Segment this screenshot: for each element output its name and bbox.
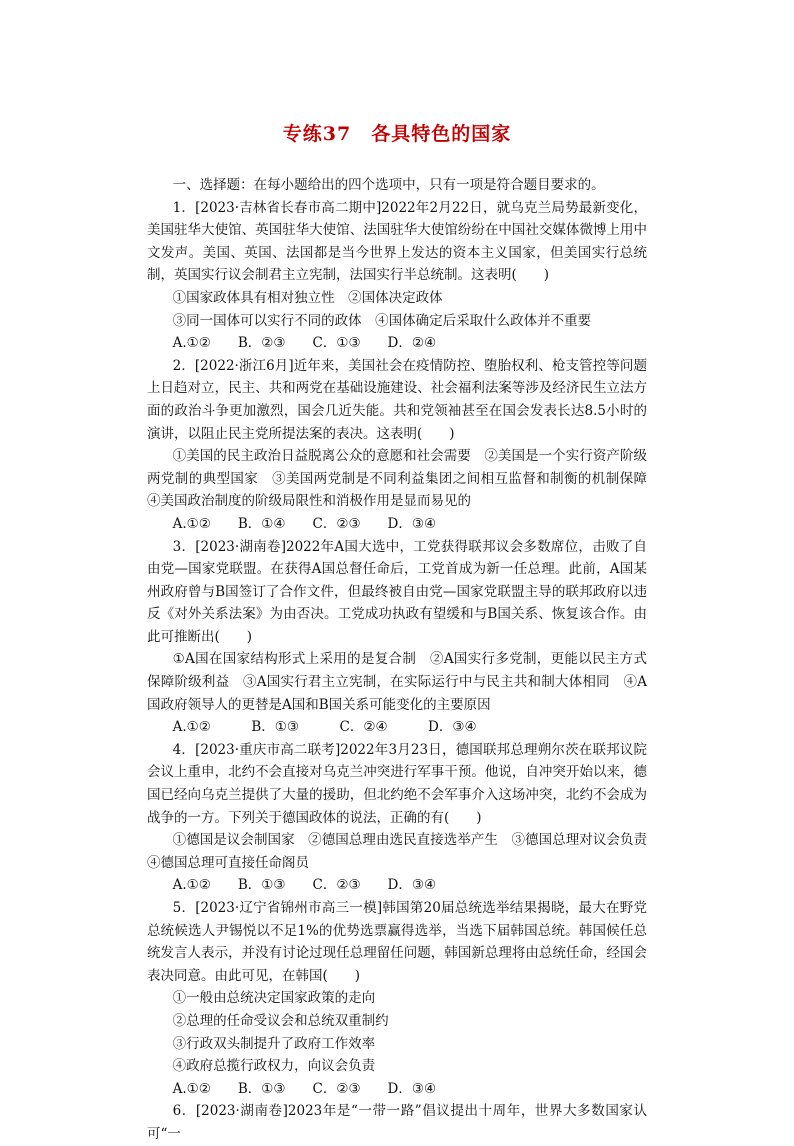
- question-list: [147, 174, 661, 1146]
- question-option: ②总理的任命受议会和总统双重制约: [172, 1012, 389, 1029]
- question-option: ①一般由总统决定国家政策的走向: [172, 990, 376, 1007]
- answer-choices: A.①② B．①③ C．②③ D．③④: [172, 877, 437, 894]
- question-stem: 1．[2023·吉林省长春市高二期中]2022年2月22日，就乌克兰局势最新变化，美国驻华大使馆、英国驻华大使馆、法国驻华大使馆纷纷在中国社交媒体微博上用中文发声。美国、英国、法国都是当今世界上发达的资本主义国家，但美国实行总统制，英国实行议会制君主立宪制，法国实行半总统制。这表明( ): [147, 199, 647, 284]
- question-stem: 3．[2023·湖南卷]2022年A国大选中，工党获得联邦议会多数席位，击败了自由党—国家党联盟。在获得A国总督任命后，工党首成为新一任总理。此前，A国某州政府曾与B国签订了合作文件，但最终被自由党—国家党联盟主导的联邦政府以违反《对外关系法案》为由否决。工党成功执政有望缓和与B国关系、恢复该合作。由此可推断出( ): [147, 538, 647, 645]
- answer-choices: A.①② B．①③ C．②③ D．③④: [172, 1080, 437, 1097]
- question-option: ①美国的民主政治日益脱离公众的意愿和社会需要 ②美国是一个实行资产阶级两党制的典型国家 ③美国两党制是不同利益集团之间相互监督和制衡的机制保障 ④美国政治制度的阶级局限性和消极作用是显而易见的: [147, 448, 661, 510]
- question-option: ①德国是议会制国家 ②德国总理由选民直接选举产生 ③德国总理对议会负责 ④德国总理可直接任命阁员: [147, 832, 661, 871]
- question-option: ③同一国体可以实行不同的政体 ④国体确定后采取什么政体并不重要: [172, 312, 592, 329]
- question-option: ①A国在国家结构形式上采用的是复合制 ②A国实行多党制，更能以民主方式保障阶级利益 ③A国实行君主立宪制，在实际运行中与民主共和制大体相同 ④A国政府领导人的更替是A国和B国关系可能变化的主要原因: [147, 651, 647, 713]
- answer-choices: A.①② B．①④ C．②③ D．③④: [172, 515, 437, 532]
- question-option: ①国家政体具有相对独立性 ②国体决定政体: [172, 289, 443, 306]
- page-title: 专练37 各具特色的国家: [282, 123, 512, 145]
- answer-choices: A.①② B．①③ C．②④ D．③④: [172, 719, 477, 736]
- section-instruction: 一、选择题：在每小题给出的四个选项中，只有一项是符合题目要求的。: [172, 177, 605, 193]
- question-option: ④政府总揽行政权力，向议会负责: [172, 1058, 376, 1075]
- question-option: ③行政双头制提升了政府工作效率: [172, 1035, 376, 1052]
- question-stem: 5．[2023·辽宁省锦州市高三一模]韩国第20届总统选举结果揭晓，最大在野党总统候选人尹锡悦以不足1%的优势选票赢得选举，当选下届韩国总统。韩国候任总统发言人表示，并没有讨论过现任总理留任问题，韩国新总理将由总统任命，经国会表决同意。由此可见，在韩国( ): [147, 900, 647, 984]
- answer-choices: A.①② B．②③ C．①③ D．②④: [172, 335, 437, 352]
- question-stem: 6．[2023·湖南卷]2023年是“一带一路”倡议提出十周年，世界大多数国家认可“一: [147, 1103, 647, 1142]
- question-stem: 2．[2022·浙江6月]近年来，美国社会在疫情防控、堕胎权利、枪支管控等问题上日趋对立，民主、共和两党在基础设施建设、社会福利法案等涉及经济民生立法方面的政治斗争更加激烈，国会几近失能。共和党领袖甚至在国会发表长达8.5小时的演讲，以阻止民主党所提法案的表决。这表明( ): [147, 357, 647, 442]
- question-stem: 4．[2023·重庆市高二联考]2022年3月23日，德国联邦总理朔尔茨在联邦议院会议上重申，北约不会直接对乌克兰冲突进行军事干预。他说，自冲突开始以来，德国已经向乌克兰提供了大量的援助，但北约绝不会军事介入这场冲突，北约不会成为战争的一方。下列关于德国政体的说法，正确的有( ): [147, 741, 647, 826]
